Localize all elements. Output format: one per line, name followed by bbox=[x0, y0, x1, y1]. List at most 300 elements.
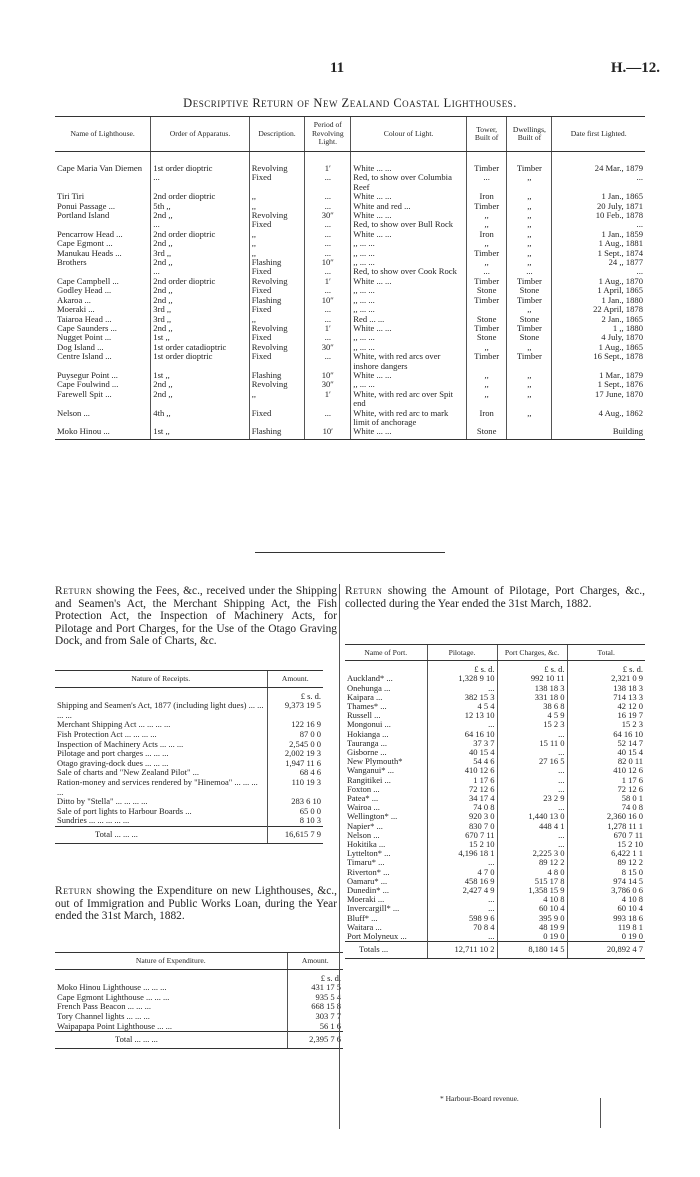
pilotage-amount: 54 4 6 bbox=[427, 757, 497, 766]
lighthouse-cell: Cape Saunders ... bbox=[57, 323, 117, 333]
pilotage-amount: 52 14 7 bbox=[567, 739, 645, 748]
lighthouse-cell: 10″ bbox=[305, 371, 351, 380]
lighthouse-cell: 4 July, 1870 bbox=[552, 333, 645, 342]
fees-total-value: 16,615 7 9 bbox=[267, 826, 323, 843]
pilotage-heading bbox=[345, 585, 645, 610]
table-row bbox=[55, 173, 645, 192]
lighthouse-cell: Flashing bbox=[249, 296, 305, 305]
column-divider bbox=[339, 584, 340, 1129]
lighthouse-cell: ,, bbox=[507, 343, 552, 352]
port-name: Wanganui* ... bbox=[347, 765, 394, 776]
lighthouse-cell: Nugget Point ... bbox=[57, 333, 112, 343]
pilotage-amount: ... bbox=[497, 776, 567, 785]
table-row bbox=[55, 192, 645, 201]
lighthouse-cell: 24 ,, 1877 bbox=[552, 258, 645, 267]
lighthouse-cell: White ... ... bbox=[351, 427, 467, 439]
table-row bbox=[55, 380, 645, 389]
lighthouse-cell: ,, bbox=[507, 249, 552, 258]
lighthouse-cell: Timber bbox=[466, 352, 507, 371]
lighthouse-cell: ... bbox=[552, 173, 645, 192]
lighthouse-cell: ,, bbox=[507, 305, 552, 314]
expenditure-amount: 668 15 8 bbox=[287, 1002, 343, 1012]
pilotage-amount: 1,278 11 1 bbox=[567, 822, 645, 831]
table-row bbox=[345, 684, 645, 693]
lighthouse-cell: ... bbox=[466, 267, 507, 276]
lighthouse-cell: Taiaroa Head ... bbox=[57, 314, 112, 324]
lighthouse-cell: White ... ... bbox=[351, 277, 467, 286]
port-name: Wairoa ... bbox=[347, 802, 380, 813]
table-row bbox=[345, 822, 645, 831]
lighthouse-cell: Nelson ... bbox=[57, 408, 90, 418]
lighthouse-cell: 2nd ,, bbox=[151, 296, 249, 305]
lighthouse-cell: Revolving bbox=[249, 343, 305, 352]
lighthouse-cell: 2nd order dioptric bbox=[151, 230, 249, 239]
lighthouse-cell: 30″ bbox=[305, 343, 351, 352]
lighthouse-cell: ,, bbox=[466, 220, 507, 229]
lighthouse-cell: White, with red arc over Spit end bbox=[351, 390, 467, 409]
pilotage-amount: 42 12 0 bbox=[567, 702, 645, 711]
lighthouse-cell: ,, ... ... bbox=[351, 380, 467, 389]
lighthouse-cell: 1 Aug., 1870 bbox=[552, 277, 645, 286]
lighthouse-cell: White and red ... bbox=[351, 202, 467, 211]
table-row bbox=[345, 932, 645, 942]
port-name: Port Molyneux ... bbox=[347, 931, 407, 942]
table-row bbox=[345, 674, 645, 683]
table-row bbox=[345, 840, 645, 849]
lighthouse-cell: White ... ... bbox=[351, 371, 467, 380]
port-name: Rangitikei ... bbox=[347, 774, 391, 785]
pilotage-amount: 448 4 1 bbox=[497, 822, 567, 831]
pilotage-amount: ... bbox=[427, 895, 497, 904]
lighthouse-cell: ,, bbox=[249, 202, 305, 211]
lighthouse-cell: ... bbox=[552, 220, 645, 229]
pilotage-amount: 8 15 0 bbox=[567, 868, 645, 877]
fees-amount: 8 10 3 bbox=[267, 816, 323, 826]
pilotage-amount: 4 7 0 bbox=[427, 868, 497, 877]
pilotage-amount: 138 18 3 bbox=[497, 684, 567, 693]
expenditure-item: Waipapapa Point Lighthouse ... ... bbox=[57, 1020, 172, 1031]
lighthouse-cell: White ... ... bbox=[351, 152, 467, 174]
table-row bbox=[55, 1022, 343, 1032]
pilotage-amount: 4 10 8 bbox=[497, 895, 567, 904]
lighthouse-cell: ,, bbox=[507, 390, 552, 409]
pilotage-amount: 974 14 5 bbox=[567, 877, 645, 886]
pilotage-amount: 714 13 3 bbox=[567, 693, 645, 702]
pilotage-amount: 3,786 0 6 bbox=[567, 886, 645, 895]
lighthouse-cell: 10″ bbox=[305, 258, 351, 267]
table-row bbox=[345, 849, 645, 858]
lighthouse-cell: ... bbox=[151, 173, 249, 192]
expenditure-item: French Pass Beacon ... ... ... bbox=[57, 1001, 151, 1012]
fees-amount: 1,947 11 6 bbox=[267, 759, 323, 769]
lighthouse-cell: Centre Island ... bbox=[57, 352, 112, 362]
pilotage-amount: 16 19 7 bbox=[567, 711, 645, 720]
lighthouse-cell: White, with red arc to mark limit of anchorage bbox=[351, 409, 467, 428]
expenditure-heading-lead: Return bbox=[55, 885, 93, 897]
pilotage-col-header: Pilotage. bbox=[427, 645, 497, 661]
table-row bbox=[345, 730, 645, 739]
lighthouse-cell: Akaroa ... bbox=[57, 295, 91, 305]
expenditure-item: Tory Channel lights ... ... ... bbox=[57, 1010, 150, 1021]
lighthouse-cell: Stone bbox=[466, 333, 507, 342]
port-name: Riverton* ... bbox=[347, 866, 390, 877]
table-row bbox=[345, 794, 645, 803]
table-row bbox=[55, 296, 645, 305]
lighthouse-cell: White, with red arcs over inshore dangers bbox=[351, 352, 467, 371]
pilotage-heading-lead: Return bbox=[345, 585, 383, 597]
lighthouse-cell: ,, bbox=[507, 230, 552, 239]
pilotage-amount: 670 7 11 bbox=[427, 831, 497, 840]
pilotage-amount: ... bbox=[427, 904, 497, 913]
port-name: Dunedin* ... bbox=[347, 885, 390, 896]
lighthouse-cell: Ponui Passage ... bbox=[57, 201, 116, 211]
lighthouse-cell: Portland Island bbox=[57, 211, 110, 221]
pilotage-amount: 60 10 4 bbox=[497, 904, 567, 913]
lighthouse-cell: ,, bbox=[466, 258, 507, 267]
table-row bbox=[55, 305, 645, 314]
pilotage-col-header: Port Charges, &c. bbox=[497, 645, 567, 661]
expenditure-amount: 935 5 4 bbox=[287, 993, 343, 1003]
lighthouse-cell: White ... ... bbox=[351, 192, 467, 201]
lighthouse-cell: 1st order dioptric bbox=[151, 152, 249, 174]
pilotage-amount: 395 9 0 bbox=[497, 914, 567, 923]
lighthouse-table bbox=[55, 116, 645, 440]
table-row bbox=[345, 693, 645, 702]
fees-col-amount: Amount. bbox=[267, 671, 323, 688]
lighthouse-cell: 10′ bbox=[305, 427, 351, 439]
table-row bbox=[55, 816, 323, 826]
table-row bbox=[345, 877, 645, 886]
page-number: 11 bbox=[330, 60, 345, 76]
total-units: £ s. d. bbox=[567, 661, 645, 675]
pilotage-amount: 74 0 8 bbox=[427, 803, 497, 812]
lighthouse-cell: 2nd ,, bbox=[151, 211, 249, 220]
fees-amount: 68 4 6 bbox=[267, 768, 323, 778]
lighthouse-cell: ,, bbox=[466, 371, 507, 380]
expenditure-amount: 56 1 6 bbox=[287, 1022, 343, 1032]
lighthouse-cell: ,, bbox=[507, 239, 552, 248]
fees-heading bbox=[55, 585, 337, 648]
pilotage-amount: 920 3 0 bbox=[427, 812, 497, 821]
section-divider bbox=[255, 552, 445, 553]
lighthouse-cell: 1′ bbox=[305, 152, 351, 174]
pilotage-amount: 34 17 4 bbox=[427, 794, 497, 803]
pilotage-amount: 15 2 3 bbox=[567, 720, 645, 729]
port-name: Wellington* ... bbox=[347, 811, 398, 822]
pilotage-amount: 37 3 7 bbox=[427, 739, 497, 748]
lighthouse-cell: ,, bbox=[507, 371, 552, 380]
lighthouse-cell: Revolving bbox=[249, 380, 305, 389]
pilotage-amount: 410 12 6 bbox=[567, 766, 645, 775]
lighthouse-cell: ... bbox=[151, 267, 249, 276]
pilotage-amount: ... bbox=[427, 720, 497, 729]
pilotage-amount: 64 16 10 bbox=[567, 730, 645, 739]
lighthouse-cell: 2nd ,, bbox=[151, 239, 249, 248]
fees-item: Sale of charts and "New Zealand Pilot" ... bbox=[57, 767, 199, 778]
pilotage-amount: 1,328 9 10 bbox=[427, 674, 497, 683]
lighthouse-cell: ,, bbox=[507, 202, 552, 211]
pilotage-amount: ... bbox=[427, 858, 497, 867]
port-name: Moeraki ... bbox=[347, 894, 385, 905]
lighthouse-cell: Cape Campbell ... bbox=[57, 276, 119, 286]
fees-heading-lead: Return bbox=[55, 585, 93, 597]
table-row bbox=[55, 202, 645, 211]
pilotage-amount: 82 0 11 bbox=[567, 757, 645, 766]
lighthouse-cell: ,, bbox=[249, 239, 305, 248]
lighthouse-cell: 1st ,, bbox=[151, 427, 249, 439]
pilotage-amount: 1,440 13 0 bbox=[497, 812, 567, 821]
lighthouse-cell: ,, ... ... bbox=[351, 239, 467, 248]
lighthouse-cell: ,, bbox=[466, 211, 507, 220]
table-row bbox=[345, 720, 645, 729]
lighthouse-cell: 20 July, 1871 bbox=[552, 202, 645, 211]
lighthouse-cell: ,, bbox=[249, 249, 305, 258]
lighthouse-cell: 17 June, 1870 bbox=[552, 390, 645, 409]
lighthouse-cell: ,, ... ... bbox=[351, 258, 467, 267]
lighthouse-cell: Fixed bbox=[249, 267, 305, 276]
pilotage-amount: 27 16 5 bbox=[497, 757, 567, 766]
lighthouse-col-header: Colour of Light. bbox=[351, 117, 467, 152]
pilotage-amount: 2,321 0 9 bbox=[567, 674, 645, 683]
pilotage-amount: 2,225 3 0 bbox=[497, 849, 567, 858]
port-name: Kaipara ... bbox=[347, 691, 383, 702]
lighthouse-cell: Manukau Heads ... bbox=[57, 248, 122, 258]
lighthouse-cell: White ... ... bbox=[351, 230, 467, 239]
lighthouse-cell: 16 Sept., 1878 bbox=[552, 352, 645, 371]
pilotage-table bbox=[345, 644, 645, 959]
table-row bbox=[55, 352, 645, 371]
grand-total: 20,892 4 7 bbox=[567, 942, 645, 958]
lighthouse-cell: ... bbox=[305, 352, 351, 371]
lighthouse-cell: Cape Foulwind ... bbox=[57, 380, 119, 390]
lighthouse-cell bbox=[466, 305, 507, 314]
expenditure-amount: 431 17 5 bbox=[287, 983, 343, 993]
pilotage-amount: 23 2 9 bbox=[497, 794, 567, 803]
pilotage-amount: 0 19 0 bbox=[497, 932, 567, 942]
pilotage-amount: 0 19 0 bbox=[567, 932, 645, 942]
lighthouse-cell: Fixed bbox=[249, 333, 305, 342]
lighthouse-cell: ,, bbox=[507, 380, 552, 389]
lighthouse-cell: Tiri Tiri bbox=[57, 192, 85, 202]
port-name: Hokitika ... bbox=[347, 839, 386, 850]
lighthouse-cell: ,, ... ... bbox=[351, 305, 467, 314]
lighthouse-cell: Godley Head ... bbox=[57, 286, 112, 296]
pilotage-amount: ... bbox=[497, 785, 567, 794]
fees-amount: 122 16 9 bbox=[267, 720, 323, 730]
pilotage-total-label: Totals ... bbox=[345, 942, 427, 958]
lighthouse-cell: ,, bbox=[507, 173, 552, 192]
lighthouse-cell: Iron bbox=[466, 409, 507, 428]
table-row bbox=[55, 390, 645, 409]
lighthouse-cell: 1st order dioptric bbox=[151, 352, 249, 371]
port-charges-units: £ s. d. bbox=[497, 661, 567, 675]
table-row bbox=[55, 267, 645, 276]
table-row bbox=[345, 702, 645, 711]
lighthouse-cell: Building bbox=[552, 427, 645, 439]
lighthouse-cell: ... bbox=[305, 333, 351, 342]
fees-item: Inspection of Machinery Acts ... ... ... bbox=[57, 738, 184, 749]
lighthouse-cell: ,, bbox=[507, 258, 552, 267]
pilotage-amount: 830 7 0 bbox=[427, 822, 497, 831]
lighthouse-cell: ,, bbox=[466, 343, 507, 352]
pilotage-amount: 12 13 10 bbox=[427, 711, 497, 720]
lighthouse-cell: Timber bbox=[466, 202, 507, 211]
table-row bbox=[55, 427, 645, 439]
lighthouse-cell: 1st ,, bbox=[151, 333, 249, 342]
pilotage-amount: 410 12 6 bbox=[427, 766, 497, 775]
expenditure-col-nature: Nature of Expenditure. bbox=[55, 953, 287, 970]
lighthouse-cell: ... bbox=[151, 220, 249, 229]
table-row bbox=[55, 343, 645, 352]
pilotage-amount: ... bbox=[497, 831, 567, 840]
table-row bbox=[345, 914, 645, 923]
lighthouse-cell: ... bbox=[305, 220, 351, 229]
lighthouse-cell: Fixed bbox=[249, 305, 305, 314]
fees-amount: 9,373 19 5 bbox=[267, 701, 323, 720]
pilotage-units: £ s. d. bbox=[427, 661, 497, 675]
fees-item: Sale of port lights to Harbour Boards ... bbox=[57, 805, 192, 816]
port-name: Tauranga ... bbox=[347, 737, 387, 748]
lighthouse-cell: Timber bbox=[466, 324, 507, 333]
lighthouse-cell: Cape Maria Van Diemen bbox=[57, 163, 143, 173]
fees-total-label: Total ... ... ... bbox=[55, 826, 267, 843]
lighthouse-cell: 2nd ,, bbox=[151, 390, 249, 409]
lighthouse-cell: Timber bbox=[507, 352, 552, 371]
pilotage-amount: 2,427 4 9 bbox=[427, 886, 497, 895]
lighthouse-cell: ,, bbox=[249, 192, 305, 201]
lighthouse-cell: 1st ,, bbox=[151, 371, 249, 380]
pilotage-heading-text: showing the Amount of Pilotage, Port Charges, &c., collected during the Year ended the 31st March, 1882. bbox=[345, 585, 645, 610]
pilotage-amount: 74 0 8 bbox=[567, 803, 645, 812]
lighthouse-cell: 1 Sept., 1874 bbox=[552, 249, 645, 258]
lighthouse-cell: 1 Jan., 1865 bbox=[552, 192, 645, 201]
table-row bbox=[55, 230, 645, 239]
lighthouse-cell: Timber bbox=[507, 296, 552, 305]
lighthouse-cell: ,, bbox=[507, 211, 552, 220]
lighthouse-cell: 1′ bbox=[305, 390, 351, 409]
lighthouse-cell: 22 April, 1878 bbox=[552, 305, 645, 314]
pilotage-amount: 72 12 6 bbox=[427, 785, 497, 794]
lighthouse-cell: 1 Sept., 1876 bbox=[552, 380, 645, 389]
table-row bbox=[55, 286, 645, 295]
lighthouse-cell: 3rd ,, bbox=[151, 315, 249, 324]
fees-item: Fish Protection Act ... ... ... ... bbox=[57, 728, 157, 739]
fees-col-nature: Nature of Receipts. bbox=[55, 671, 267, 688]
lighthouse-cell: ,, bbox=[507, 409, 552, 428]
lighthouse-cell: Fixed bbox=[249, 286, 305, 295]
table-row bbox=[345, 785, 645, 794]
lighthouse-cell: Timber bbox=[466, 296, 507, 305]
table-row bbox=[345, 886, 645, 895]
lighthouse-cell: Flashing bbox=[249, 258, 305, 267]
lighthouse-cell: 1 April, 1865 bbox=[552, 286, 645, 295]
pilotage-amount: ... bbox=[497, 766, 567, 775]
pilotage-amount: 89 12 2 bbox=[567, 858, 645, 867]
pilotage-amount: 458 16 9 bbox=[427, 877, 497, 886]
lighthouse-cell: ... bbox=[507, 267, 552, 276]
pilotage-amount: 119 8 1 bbox=[567, 923, 645, 932]
lighthouse-cell: 2nd ,, bbox=[151, 324, 249, 333]
lighthouse-cell: 3rd ,, bbox=[151, 249, 249, 258]
lighthouse-cell: 2 Jan., 1865 bbox=[552, 315, 645, 324]
lighthouse-cell: ... bbox=[305, 409, 351, 428]
pilotage-amount: 15 2 3 bbox=[497, 720, 567, 729]
lighthouse-cell: Revolving bbox=[249, 277, 305, 286]
lighthouse-table-header bbox=[55, 117, 645, 152]
lighthouse-cell: ... bbox=[305, 315, 351, 324]
expenditure-units: £ s. d. bbox=[287, 969, 343, 983]
fees-item: Shipping and Seamen's Act, 1877 (including light dues) ... ... ... ... bbox=[57, 700, 264, 720]
lighthouse-cell: 30″ bbox=[305, 211, 351, 220]
port-name: Patea* ... bbox=[347, 793, 379, 804]
table-row bbox=[55, 315, 645, 324]
lighthouse-cell: Red, to show over Cook Rock bbox=[351, 267, 467, 276]
port-name: New Plymouth* bbox=[347, 756, 403, 767]
port-name: Mongonui ... bbox=[347, 719, 391, 730]
page-header bbox=[0, 60, 700, 78]
lighthouse-cell: 2nd ,, bbox=[151, 286, 249, 295]
port-name: Hokianga ... bbox=[347, 728, 389, 739]
fees-table bbox=[55, 670, 323, 844]
lighthouse-cell: ,, bbox=[466, 390, 507, 409]
lighthouse-cell: 10 Feb., 1878 bbox=[552, 211, 645, 220]
pilotage-amount: 4,196 18 1 bbox=[427, 849, 497, 858]
lighthouse-cell: 4 Aug., 1862 bbox=[552, 409, 645, 428]
lighthouse-cell: Iron bbox=[466, 230, 507, 239]
pilotage-amount: 515 17 8 bbox=[497, 877, 567, 886]
pilotage-amount: ... bbox=[427, 932, 497, 942]
lighthouse-cell: ... bbox=[552, 267, 645, 276]
pilotage-amount: 1 17 6 bbox=[567, 776, 645, 785]
lighthouse-cell: 2nd ,, bbox=[151, 380, 249, 389]
fees-amount: 65 0 0 bbox=[267, 807, 323, 817]
table-row bbox=[55, 277, 645, 286]
expenditure-heading-text: showing the Expenditure on new Lighthouses, &c., out of Immigration and Public Works Loan, during the Year ended the 31st March, 1882. bbox=[55, 885, 337, 922]
pilotage-amount: 1,358 15 9 bbox=[497, 886, 567, 895]
fees-item: Ration-money and services rendered by "Hinemoa" ... ... ... ... bbox=[57, 776, 258, 797]
pilotage-amount: 2,360 16 0 bbox=[567, 812, 645, 821]
lighthouse-cell: Timber bbox=[466, 277, 507, 286]
pilotage-col-header: Name of Port. bbox=[345, 645, 427, 661]
lighthouse-cell: ,, bbox=[507, 192, 552, 201]
pilotage-amount: 4 5 9 bbox=[497, 711, 567, 720]
footnote: * Harbour-Board revenue. bbox=[440, 1094, 519, 1103]
lighthouse-cell: Iron bbox=[466, 192, 507, 201]
lighthouse-cell: Timber bbox=[507, 324, 552, 333]
pilotage-amount: 598 9 6 bbox=[427, 914, 497, 923]
pilotage-amount: ... bbox=[497, 803, 567, 812]
lighthouse-cell: 30″ bbox=[305, 380, 351, 389]
table-row bbox=[55, 211, 645, 220]
lighthouse-cell: 24 Mar., 1879 bbox=[552, 152, 645, 174]
port-name: Thames* ... bbox=[347, 701, 387, 712]
pilotage-amount: 40 15 4 bbox=[427, 748, 497, 757]
pilotage-amount: 382 15 3 bbox=[427, 693, 497, 702]
table-row bbox=[345, 739, 645, 748]
fees-item: Sundries ... ... ... ... ... bbox=[57, 815, 130, 826]
lighthouse-cell: Revolving bbox=[249, 152, 305, 174]
lighthouse-cell: 1′ bbox=[305, 277, 351, 286]
pilotage-amount: 89 12 2 bbox=[497, 858, 567, 867]
lighthouse-cell: ,, bbox=[466, 239, 507, 248]
lighthouse-cell: Stone bbox=[466, 427, 507, 439]
port-name: Onehunga ... bbox=[347, 682, 391, 693]
lighthouse-cell bbox=[55, 220, 151, 229]
expenditure-total-value: 2,395 7 6 bbox=[287, 1032, 343, 1049]
lighthouse-cell: Timber bbox=[466, 249, 507, 258]
lighthouse-cell: ,, ... ... bbox=[351, 249, 467, 258]
table-row bbox=[55, 409, 645, 428]
